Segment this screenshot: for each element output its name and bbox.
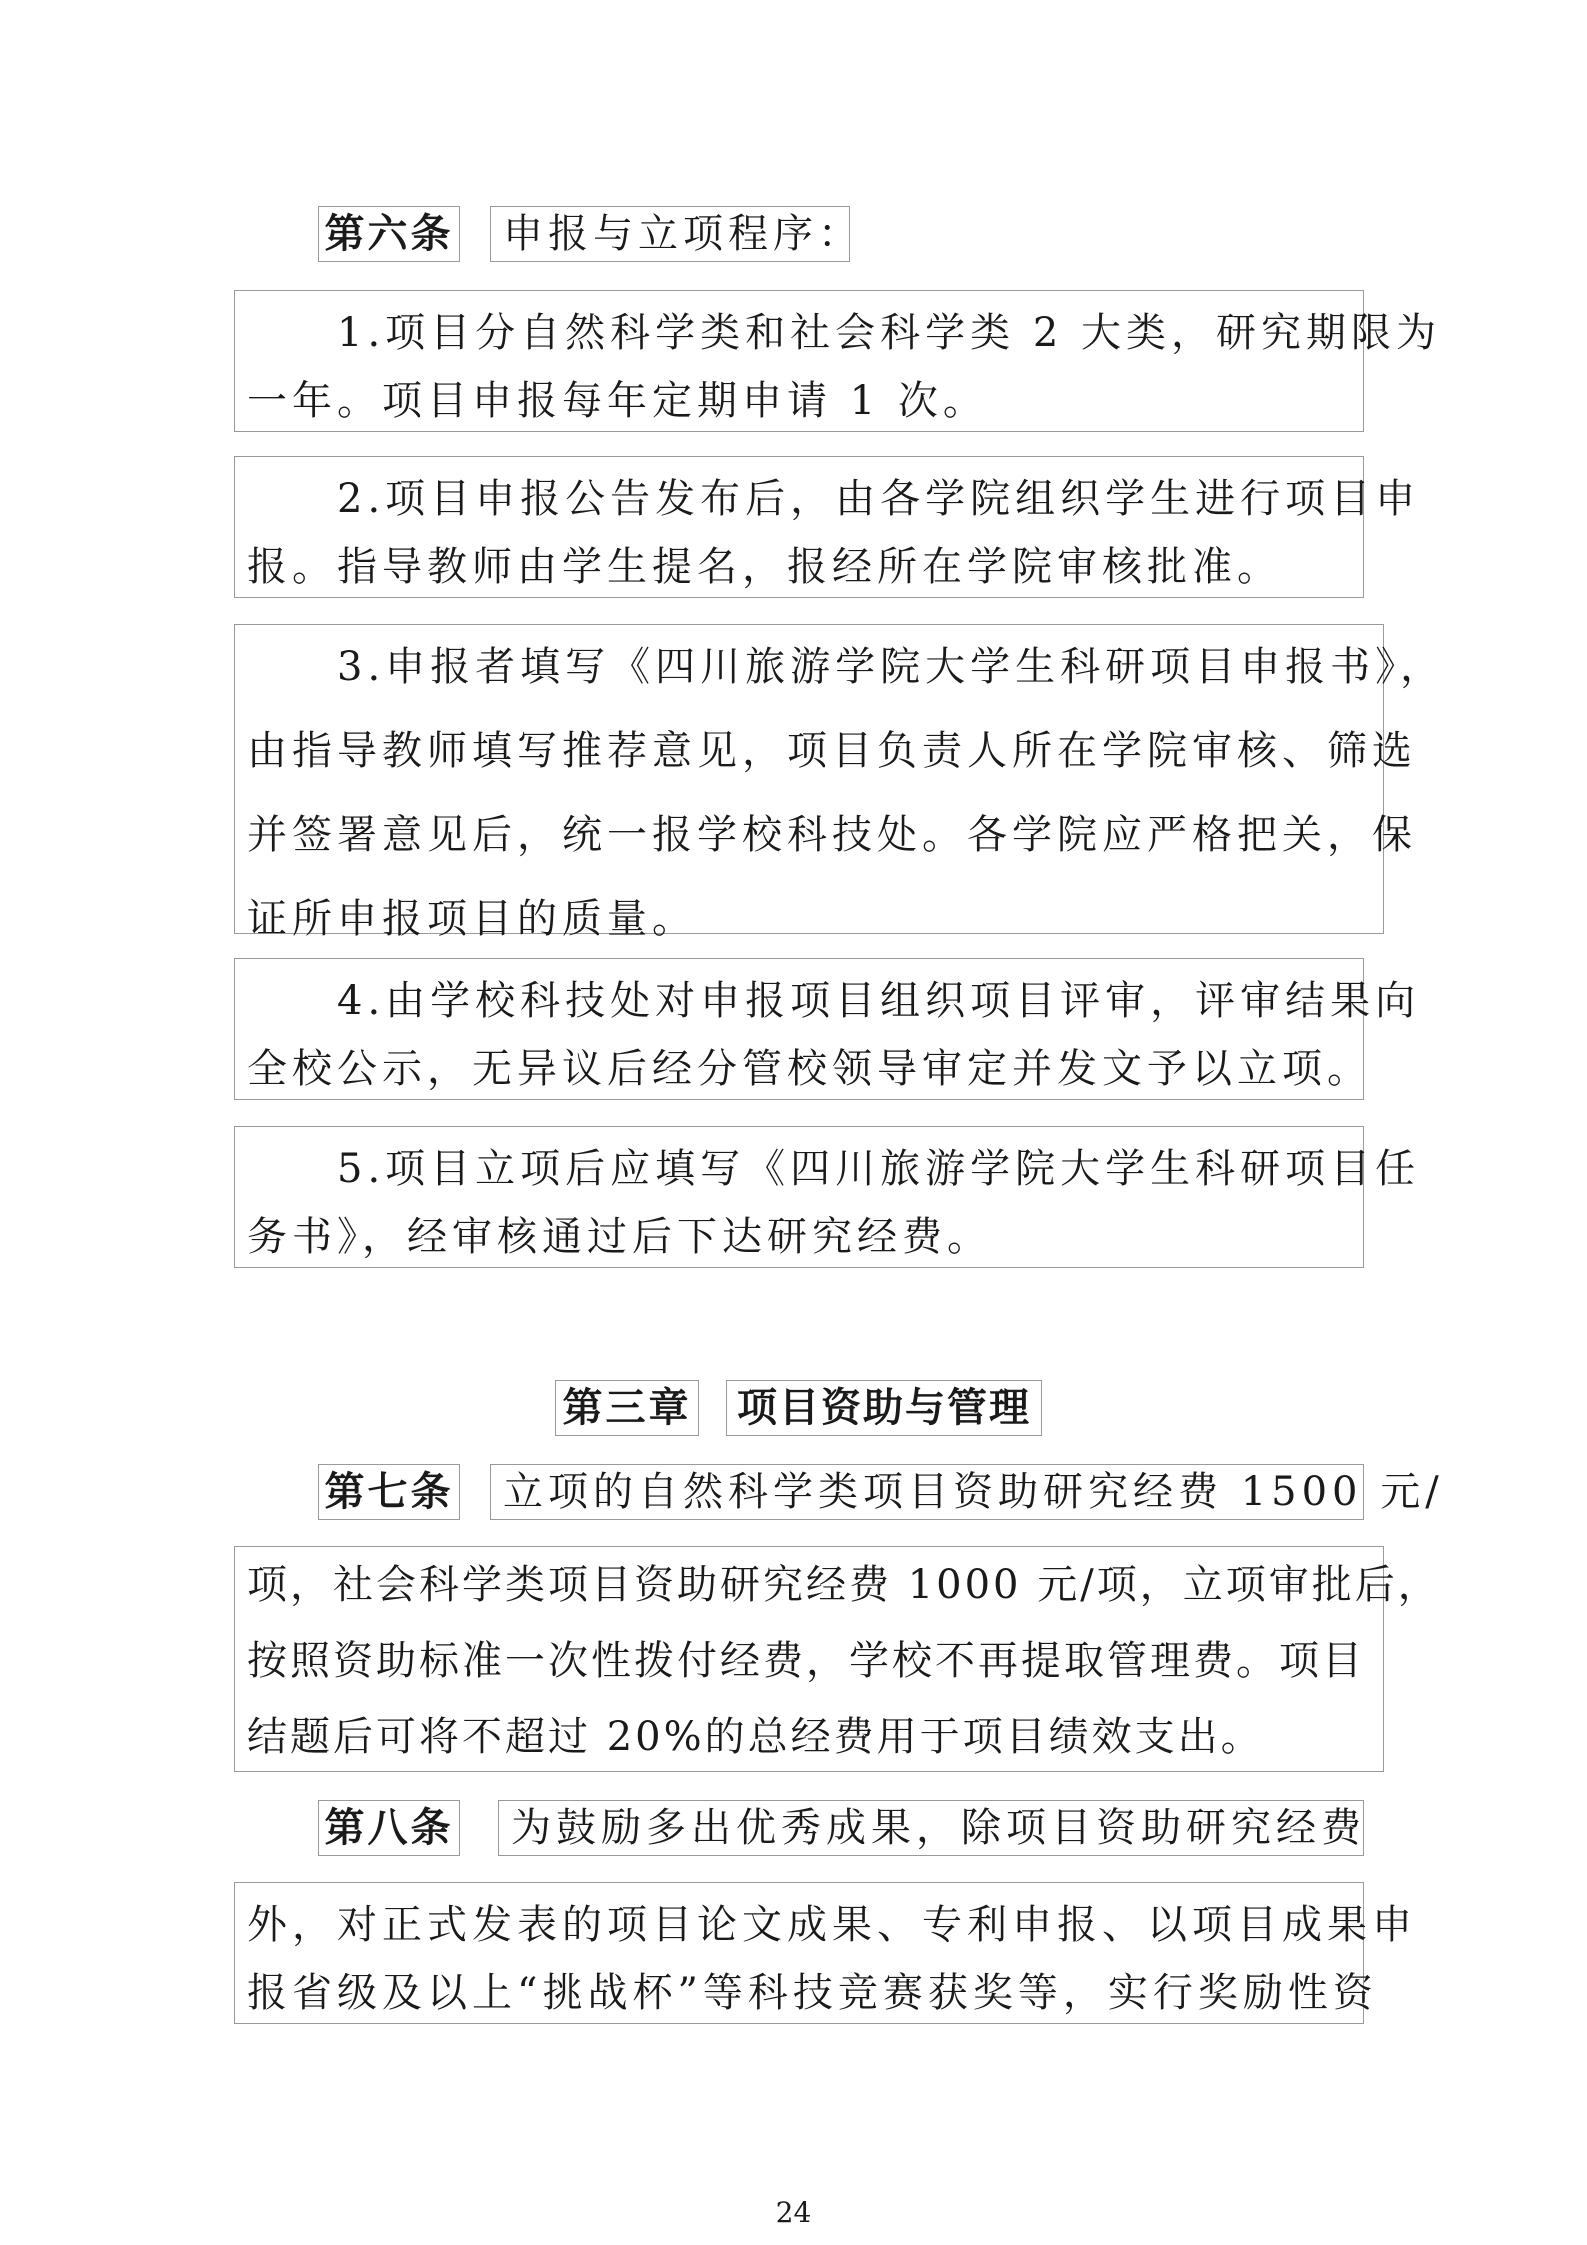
article7-label: 第七条 [318,1464,460,1520]
text-line: 全校公示，无异议后经分管校领导审定并发文予以立项。 [247,1046,1372,1092]
page-number: 24 [775,2196,812,2229]
text-line: 报。指导教师由学生提名，报经所在学院审核批准。 [247,544,1282,590]
article8-body [234,1882,1417,2024]
text-line: 2.项目申报公告发布后，由各学院组织学生进行项目申 [247,476,1421,522]
text-line: 5.项目立项后应填写《四川旅游学院大学生科研项目任 [247,1146,1421,1192]
article6-item-5 [234,1126,1421,1268]
text-line: 按照资助标准一次性拨付经费，学校不再提取管理费。项目 [247,1638,1365,1684]
chapter3-title: 项目资助与管理 [726,1380,1042,1436]
text-line: 项，社会科学类项目资助研究经费 1000 元/项，立项审批后， [247,1562,1441,1608]
text-line: 结题后可将不超过 20%的总经费用于项目绩效支出。 [247,1714,1264,1760]
text-line: 4.由学校科技处对申报项目组织项目评审，评审结果向 [247,978,1421,1024]
article6-item-3 [234,624,1446,942]
article6-label: 第六条 [318,206,460,262]
text-line: 1.项目分自然科学类和社会科学类 2 大类，研究期限为 [247,310,1442,356]
text-line: 报省级及以上“挑战杯”等科技竞赛获奖等，实行奖励性资 [247,1970,1378,2016]
text-line: 并签署意见后，统一报学校科技处。各学院应严格把关，保 [247,812,1417,858]
article8-first-line: 为鼓励多出优秀成果，除项目资助研究经费 [498,1800,1364,1856]
article6-title: 申报与立项程序： [490,206,850,262]
text-line: 外，对正式发表的项目论文成果、专利申报、以项目成果申 [247,1902,1417,1948]
article8-label: 第八条 [318,1800,460,1856]
text-line: 务书》，经审核通过后下达研究经费。 [247,1214,992,1260]
chapter3-label: 第三章 [555,1380,699,1436]
text-line: 由指导教师填写推荐意见，项目负责人所在学院审核、筛选 [247,728,1417,774]
article6-item-1 [234,290,1442,432]
article6-item-4 [234,958,1421,1100]
text-line: 一年。项目申报每年定期申请 1 次。 [247,378,988,424]
article6-item-2 [234,456,1421,598]
text-line: 3.申报者填写《四川旅游学院大学生科研项目申报书》， [247,644,1446,690]
article7-first-line: 立项的自然科学类项目资助研究经费 1500 元/ [490,1464,1364,1520]
text-line: 证所申报项目的质量。 [247,896,697,942]
article7-body [234,1546,1441,1772]
